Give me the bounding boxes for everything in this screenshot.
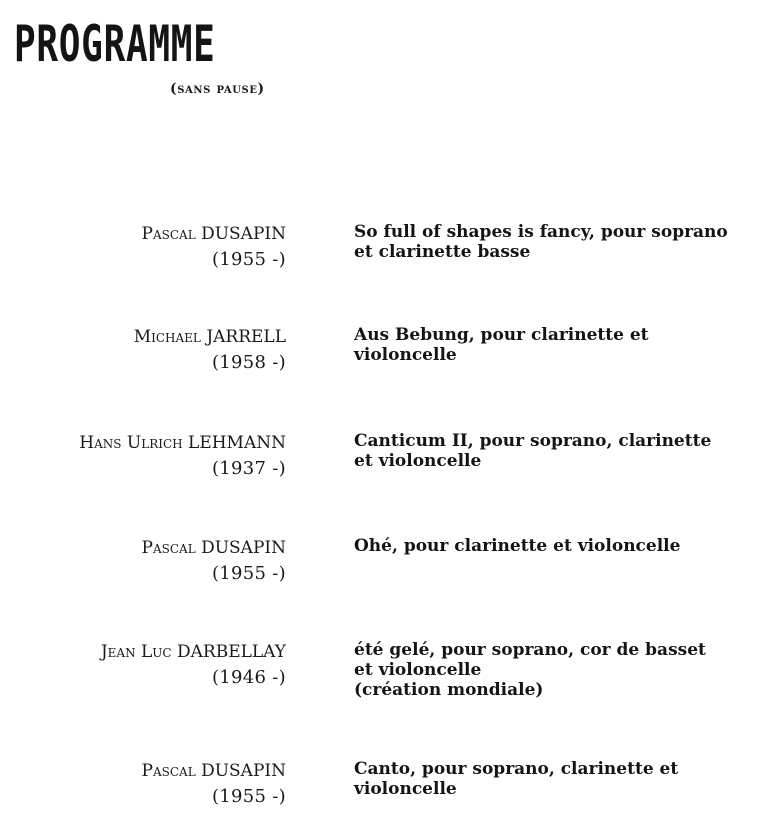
composer-last-name: LEHMANN [188,433,286,453]
work-line: et violoncelle [354,451,482,471]
page-title: PROGRAMME [14,15,216,73]
composer [79,431,286,481]
composer [142,759,286,809]
work-line: (création mondiale) [354,680,544,700]
composer-name [134,325,286,350]
composer-first-name: Pascal [141,224,196,244]
composer [142,222,286,272]
composer-first-name: Hans Ulrich [79,433,183,453]
composer-name [79,431,286,456]
work-title [354,325,764,365]
composer-last-name: DUSAPIN [201,538,286,558]
work-line: violoncelle [354,345,457,365]
composer-years: (1955 -) [211,249,286,270]
composer-last-name: DARBELLAY [177,642,286,662]
work-title [354,640,764,700]
composer-name [142,222,286,247]
composer-last-name: JARRELL [206,327,286,347]
composer-years: (1955 -) [211,786,286,807]
work-line: Aus Bebung, pour clarinette et [354,325,649,345]
work-title [354,759,764,799]
composer-last-name: DUSAPIN [201,761,286,781]
work-line: violoncelle [354,779,457,799]
composer-years: (1958 -) [211,352,286,373]
composer-name [142,536,286,561]
composer-first-name: Michael [133,327,201,347]
work-title [354,222,764,262]
composer-first-name: Pascal [141,761,196,781]
work-line: Canto, pour soprano, clarinette et [354,759,679,779]
work-title [354,536,764,556]
composer [142,536,286,586]
composer [134,325,286,375]
work-line: So full of shapes is fancy, pour soprano [354,222,728,242]
composer-name [142,759,286,784]
composer-first-name: Jean Luc [100,642,172,662]
composer-years: (1946 -) [211,667,286,688]
composer-last-name: DUSAPIN [201,224,286,244]
composer [101,640,286,690]
composer-years: (1955 -) [211,563,286,584]
work-line: Ohé, pour clarinette et violoncelle [354,536,681,556]
work-line: Canticum II, pour soprano, clarinette [354,431,712,451]
composer-name [101,640,286,665]
work-line: et violoncelle [354,660,482,680]
work-line: été gelé, pour soprano, cor de basset [354,640,706,660]
composer-years: (1937 -) [211,458,286,479]
work-title [354,431,764,471]
work-line: et clarinette basse [354,242,531,262]
page-subtitle: (sans pause) [170,81,265,97]
composer-first-name: Pascal [141,538,196,558]
